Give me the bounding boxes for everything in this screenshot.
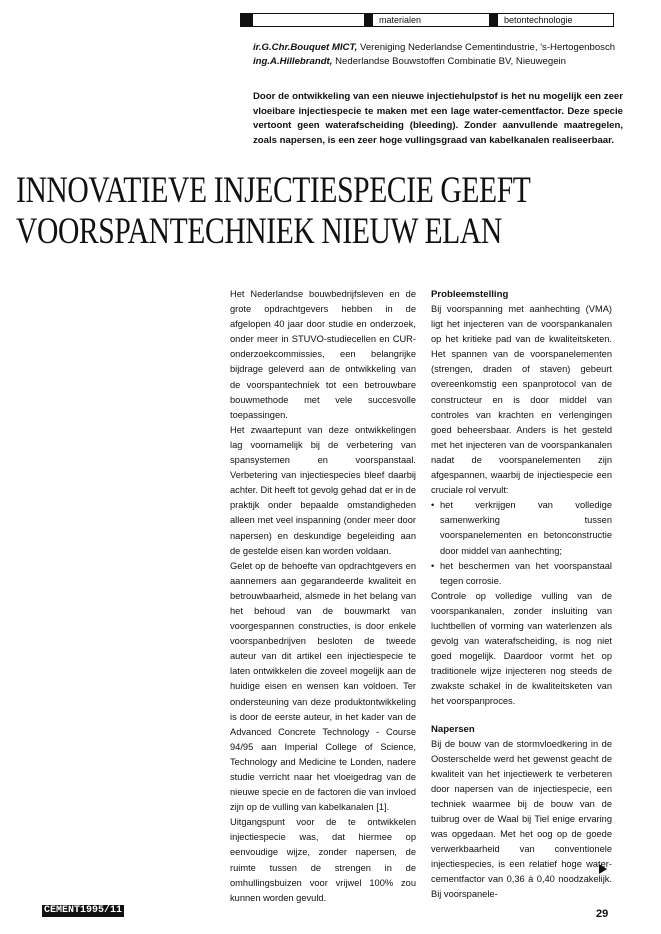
header-marker xyxy=(489,14,498,26)
author-name: ir.G.Chr.Bouquet MICT, xyxy=(253,42,358,53)
author-block xyxy=(253,41,615,69)
body-column-left xyxy=(230,287,416,906)
header-section-label: betontechnologie xyxy=(504,15,573,25)
header-section-label: materialen xyxy=(379,15,422,25)
author-name: ing.A.Hillebrandt, xyxy=(253,56,333,67)
paragraph: Uitgangspunt voor de te ontwikkelen injectiespecie was, dat hiermee op eenvoudige wijze, zonder napersen, de ruimte tussen de strengen in de omhullingsbuizen voor vrijwel 100% zou kunnen worden gevuld. xyxy=(230,817,416,903)
header-block xyxy=(241,14,253,26)
paragraph: Bij de bouw van de stormvloedkering in de Oosterschelde werd het gewenst geacht de kwaliteit van het injectiewerk te verbeteren door napersen van de injectiespecie, een techniek waarmee bij de bouw van de tuibrug over de Waal bij Tiel enige ervaring was opgedaan. Met het oog op de goede verwerkbaarheid van conventionele injectiespecies, is een relatief hoge water-cementfactor van 0,36 à 0,40 noodzakelijk. Bij voorspanele- xyxy=(431,738,612,900)
publication-label: CEMENT1995/11 xyxy=(44,905,123,916)
header-marker xyxy=(364,14,373,26)
headline-line: VOORSPANTECHNIEK NIEUW ELAN xyxy=(16,211,502,252)
headline-line: INNOVATIEVE INJECTIESPECIE GEEFT xyxy=(16,170,531,211)
header-section-materialen xyxy=(364,14,489,26)
section-header-bar xyxy=(240,13,614,27)
arrow-right-icon xyxy=(599,864,607,874)
paragraph: Het Nederlandse bouwbedrijfsleven en de grote opdrachtgevers hebben in de afgelopen 40 jaar door studie en onderzoek, onder meer in STUVO-studiecellen en CUR-onderzoekcommissies, een belangrijke bijdrage geleverd aan de ontwikkeling van de voorspantechniek tot een betrouwbare bouwmethode met vele succesvolle toepassingen. xyxy=(230,289,416,420)
paragraph: Gelet op de behoefte van opdrachtgevers en aannemers aan gegarandeerde kwaliteit en betrouwbaarheid, alsmede in het belang van het behoud van de bouwmarkt van voorgespannen constructies, is door enkele voorspanbedrijven besloten de tweede auteur van dit artikel een injectiespecie te laten ontwikkelen die zoveel mogelijk aan de huidige eisen en wensen kan voldoen. Ter ondersteuning van deze produktontwikkeling is door de eerste auteur, in het kader van de Advanced Concrete Technology - Course 94/95 aan Imperial College of Science, Technology and Medicine te Londen, nadere studie verricht naar het vloeigedrag van de nieuwe specie en de factoren die van invloed zijn op de vulling van kabelkanalen [1]. xyxy=(230,560,416,813)
paragraph: Controle op volledige vulling van de voorspankanalen, zonder insluiting van luchtbellen of vorming van waterlenzen als gevolg van waterafscheiding, is nog niet goed mogelijk. Daardoor vormt het op traditionele wijze injecteren nog steeds de zwakste schakel in de kwaliteitsketen van het voorspanproces. xyxy=(431,590,612,707)
bullet-list xyxy=(431,498,612,589)
header-spacer xyxy=(253,14,364,26)
author-affiliation: Nederlandse Bouwstoffen Combinatie BV, Nieuwegein xyxy=(335,56,567,67)
author-affiliation: Vereniging Nederlandse Cementindustrie, 's-Hertogenbosch xyxy=(359,42,616,53)
section-heading: Probleemstelling xyxy=(431,289,509,300)
paragraph: Bij voorspanning met aanhechting (VMA) ligt het injecteren van de voorspankanalen op het kritieke pad van de kwaliteitsketen. Het spannen van de voorspanelementen (strengen, draden of staven) gebeurt overeenkomstig een spanprotocol van de constructeur en is door middel van controles van krachten en verlengingen goed beheersbaar. Anders is het gesteld met het injecteren van de voorspankanalen nadat de voorspanelementen zijn afgespannen, waarbij de injectiespecie een cruciale rol vervult: xyxy=(431,304,612,496)
paragraph: Het zwaartepunt van deze ontwikkelingen lag voornamelijk bij de verbetering van spansystemen en voorspanstaal. Verbetering van injectiespecies bleef daarbij achter. Dit heeft tot gevolg gehad dat er in de praktijk onder bepaalde omstandigheden alleen met veel inspanning (onder meer door napersen) en deskundige begeleiding aan de gestelde eisen kan worden voldaan. xyxy=(230,424,416,556)
section-heading: Napersen xyxy=(431,723,475,735)
author-line xyxy=(253,41,615,55)
body-column-right xyxy=(431,287,612,903)
article-intro: Door de ontwikkeling van een nieuwe injectiehulpstof is het nu mogelijk een zeer vloeibare injectiespecie te maken met een lage water-cementfactor. Deze specie vertoont geen waterafscheiding (bleeding). Zonder aanvullende maatregelen, zoals napersen, is een zeer hoge vullingsgraad van kabelkanalen realiseerbaar. xyxy=(253,91,623,146)
list-item: • het beschermen van het voorspanstaal tegen corrosie. xyxy=(431,559,612,589)
list-item: • het verkrijgen van volledige samenwerking tussen voorspanelementen en betonconstructie door middel van aanhechting; xyxy=(431,498,612,558)
author-line xyxy=(253,55,615,69)
header-section-betontechnologie xyxy=(489,14,613,26)
article-headline xyxy=(16,170,531,252)
page-number: 29 xyxy=(596,908,609,920)
